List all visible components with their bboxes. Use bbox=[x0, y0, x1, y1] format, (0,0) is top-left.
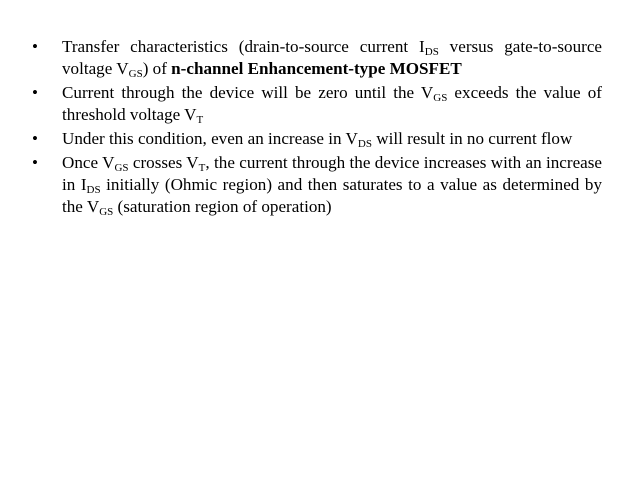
subscript: GS bbox=[114, 162, 129, 174]
subscript: GS bbox=[128, 68, 143, 80]
text-run: Under this condition, even an increase in V bbox=[62, 129, 358, 148]
text-run: (saturation region of operation) bbox=[113, 197, 332, 216]
subscript: T bbox=[196, 114, 204, 126]
text-run: initially (Ohmic region) and then saturates to a value as determined by the V bbox=[62, 175, 602, 216]
subscript: DS bbox=[424, 46, 439, 58]
bullet-item-3 bbox=[28, 152, 602, 218]
text-run: exceeds the value of threshold voltage V bbox=[62, 83, 602, 124]
bullet-text bbox=[62, 83, 602, 124]
bullet-icon: • bbox=[32, 83, 38, 102]
subscript: T bbox=[198, 162, 206, 174]
text-run: ) of bbox=[142, 59, 172, 78]
subscript: DS bbox=[357, 138, 372, 150]
bullet-icon: • bbox=[32, 153, 38, 172]
bullet-icon: • bbox=[32, 129, 38, 148]
text-run: crosses V bbox=[128, 153, 199, 172]
text-run: , the current through the device increases with an increase in I bbox=[62, 153, 602, 194]
bullet-text bbox=[62, 37, 602, 78]
subscript: GS bbox=[99, 206, 114, 218]
text-run: Current through the device will be zero until the V bbox=[62, 83, 434, 102]
text-run: versus gate-to-source voltage V bbox=[62, 37, 602, 78]
bullet-item-2 bbox=[28, 128, 602, 150]
bold-text: n-channel Enhancement-type MOSFET bbox=[171, 59, 462, 78]
text-run: Once V bbox=[62, 153, 115, 172]
bullet-icon: • bbox=[32, 37, 38, 56]
bullet-item-1 bbox=[28, 82, 602, 126]
bullet-item-0 bbox=[28, 36, 602, 80]
subscript: GS bbox=[433, 92, 448, 104]
bullet-text bbox=[62, 153, 602, 216]
text-run: Transfer characteristics (drain-to-source current I bbox=[62, 37, 425, 56]
text-run: will result in no current flow bbox=[371, 129, 573, 148]
subscript: DS bbox=[86, 184, 101, 196]
bullet-list bbox=[28, 36, 602, 220]
bullet-text bbox=[62, 129, 572, 148]
